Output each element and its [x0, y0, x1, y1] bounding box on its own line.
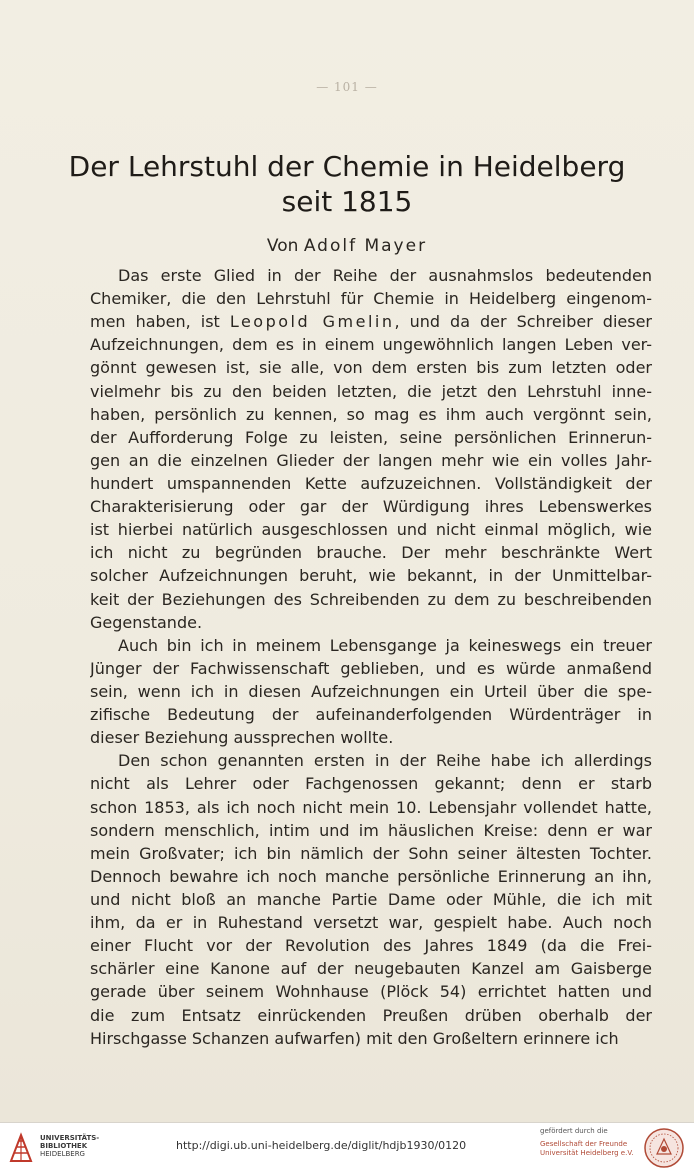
- text-line: ist hierbei natürlich ausgeschlossen und nicht einmal möglich, wie: [90, 520, 652, 540]
- text-line: Jünger der Fachwissenschaft geblieben, und es würde anmaßend: [90, 658, 652, 678]
- text-line: Aufzeichnungen, dem es in einem ungewöhnlich langen Leben ver-: [90, 335, 652, 355]
- sponsor-intro: gefördert durch die: [540, 1127, 608, 1135]
- text-line: [90, 310, 652, 333]
- text-line: einer Flucht vor der Revolution des Jahres 1849 (da die Frei-: [90, 936, 652, 956]
- permalink-url[interactable]: http://digi.ub.uni-heidelberg.de/diglit/hdjb1930/0120: [176, 1139, 467, 1152]
- text-line: Auch bin ich in meinem Lebensgange ja keineswegs ein treuer: [118, 635, 652, 655]
- text-segment: , und da der Schreiber dieser: [394, 312, 652, 332]
- text-line: Das erste Glied in der Reihe der ausnahmslos bedeutenden: [118, 266, 652, 285]
- sponsor-name: Gesellschaft der Freunde: [540, 1140, 628, 1148]
- emphasized-name: Leopold Gmelin: [229, 312, 395, 332]
- text-line: vielmehr bis zu den beiden letzten, die jetzt den Lehrstuhl inne-: [90, 381, 652, 401]
- library-line: UNIVERSITÄTS-: [40, 1134, 100, 1142]
- text-line: Gegenstande.: [90, 612, 203, 632]
- library-line: HEIDELBERG: [40, 1150, 85, 1158]
- library-logo-icon: [8, 1131, 34, 1165]
- text-line: Den schon genannten ersten in der Reihe habe ich allerdings: [118, 751, 652, 771]
- text-line: der Aufforderung Folge zu leisten, seine persönlichen Erinnerun-: [90, 427, 652, 447]
- text-line: gerade über seinem Wohnhause (Plöck 54) errichtet hatten und: [90, 982, 652, 1002]
- text-line: mein Großvater; ich bin nämlich der Sohn seiner ältesten Tochter.: [90, 843, 652, 863]
- text-line: die zum Entsatz einrückenden Preußen drüben oberhalb der: [90, 1005, 652, 1025]
- library-line: BIBLIOTHEK: [40, 1142, 88, 1150]
- text-line: und nicht bloß an manche Partie Dame oder Mühle, die ich mit: [90, 889, 652, 909]
- text-line: nicht als Lehrer oder Fachgenossen gekannt; denn er starb: [90, 774, 652, 794]
- author-line: [0, 236, 694, 256]
- text-line: haben, persönlich zu kennen, so mag es ihm auch vergönnt sein,: [90, 404, 652, 424]
- text-line: gen an die einzelnen Glieder der langen mehr wie ein volles Jahr-: [90, 450, 652, 470]
- text-line: Dennoch bewahre ich noch manche persönliche Erinnerung an ihn,: [90, 866, 652, 886]
- text-line: Charakterisierung oder gar der Würdigung ihres Lebenswerkes: [90, 497, 652, 517]
- text-line: zifische Bedeutung der aufeinanderfolgenden Würdenträger in: [90, 705, 652, 725]
- library-name: [40, 1134, 99, 1158]
- footer-bar: [0, 1122, 694, 1173]
- article-subtitle: seit 1815: [281, 185, 413, 218]
- text-line: ich nicht zu begründen brauche. Der mehr beschränkte Wert: [90, 543, 652, 563]
- author-prefix: Von: [266, 236, 299, 256]
- university-seal-icon: [642, 1127, 686, 1169]
- sponsor-name: Universität Heidelberg e.V.: [540, 1149, 634, 1157]
- page-number: — 101 —: [316, 80, 378, 94]
- text-line: hundert umspannenden Kette aufzuzeichnen. Vollständigkeit der: [90, 473, 652, 493]
- text-line: sein, wenn ich in diesen Aufzeichnungen ein Urteil über die spe-: [90, 681, 652, 701]
- text-line: keit der Beziehungen des Schreibenden zu dem zu beschreibenden: [90, 589, 652, 609]
- article-body: [90, 264, 652, 1050]
- text-line: Chemiker, die den Lehrstuhl für Chemie in Heidelberg eingenom-: [90, 289, 652, 309]
- sponsor-block: [540, 1127, 636, 1158]
- author-name: Adolf Mayer: [303, 236, 428, 256]
- text-line: gönnt gewesen ist, sie alle, von dem ersten bis zum letzten oder: [90, 358, 652, 378]
- text-line: schon 1853, als ich noch nicht mein 10. Lebensjahr vollendet hatte,: [90, 797, 652, 817]
- text-segment: men haben, ist: [90, 312, 230, 332]
- text-line: sondern menschlich, intim und im häuslichen Kreise: denn er war: [90, 820, 652, 840]
- text-line: ihm, da er in Ruhestand versetzt war, gespielt habe. Auch noch: [90, 913, 652, 933]
- text-line: schärler eine Kanone auf der neugebauten Kanzel am Gaisberge: [90, 959, 652, 979]
- article-title: Der Lehrstuhl der Chemie in Heidelberg: [68, 150, 626, 183]
- text-line: Hirschgasse Schanzen aufwarfen) mit den Großeltern erinnere ich: [90, 1028, 619, 1048]
- text-line: solcher Aufzeichnungen beruht, wie bekannt, in der Unmittelbar-: [90, 566, 652, 586]
- text-line: dieser Beziehung aussprechen wollte.: [90, 728, 394, 748]
